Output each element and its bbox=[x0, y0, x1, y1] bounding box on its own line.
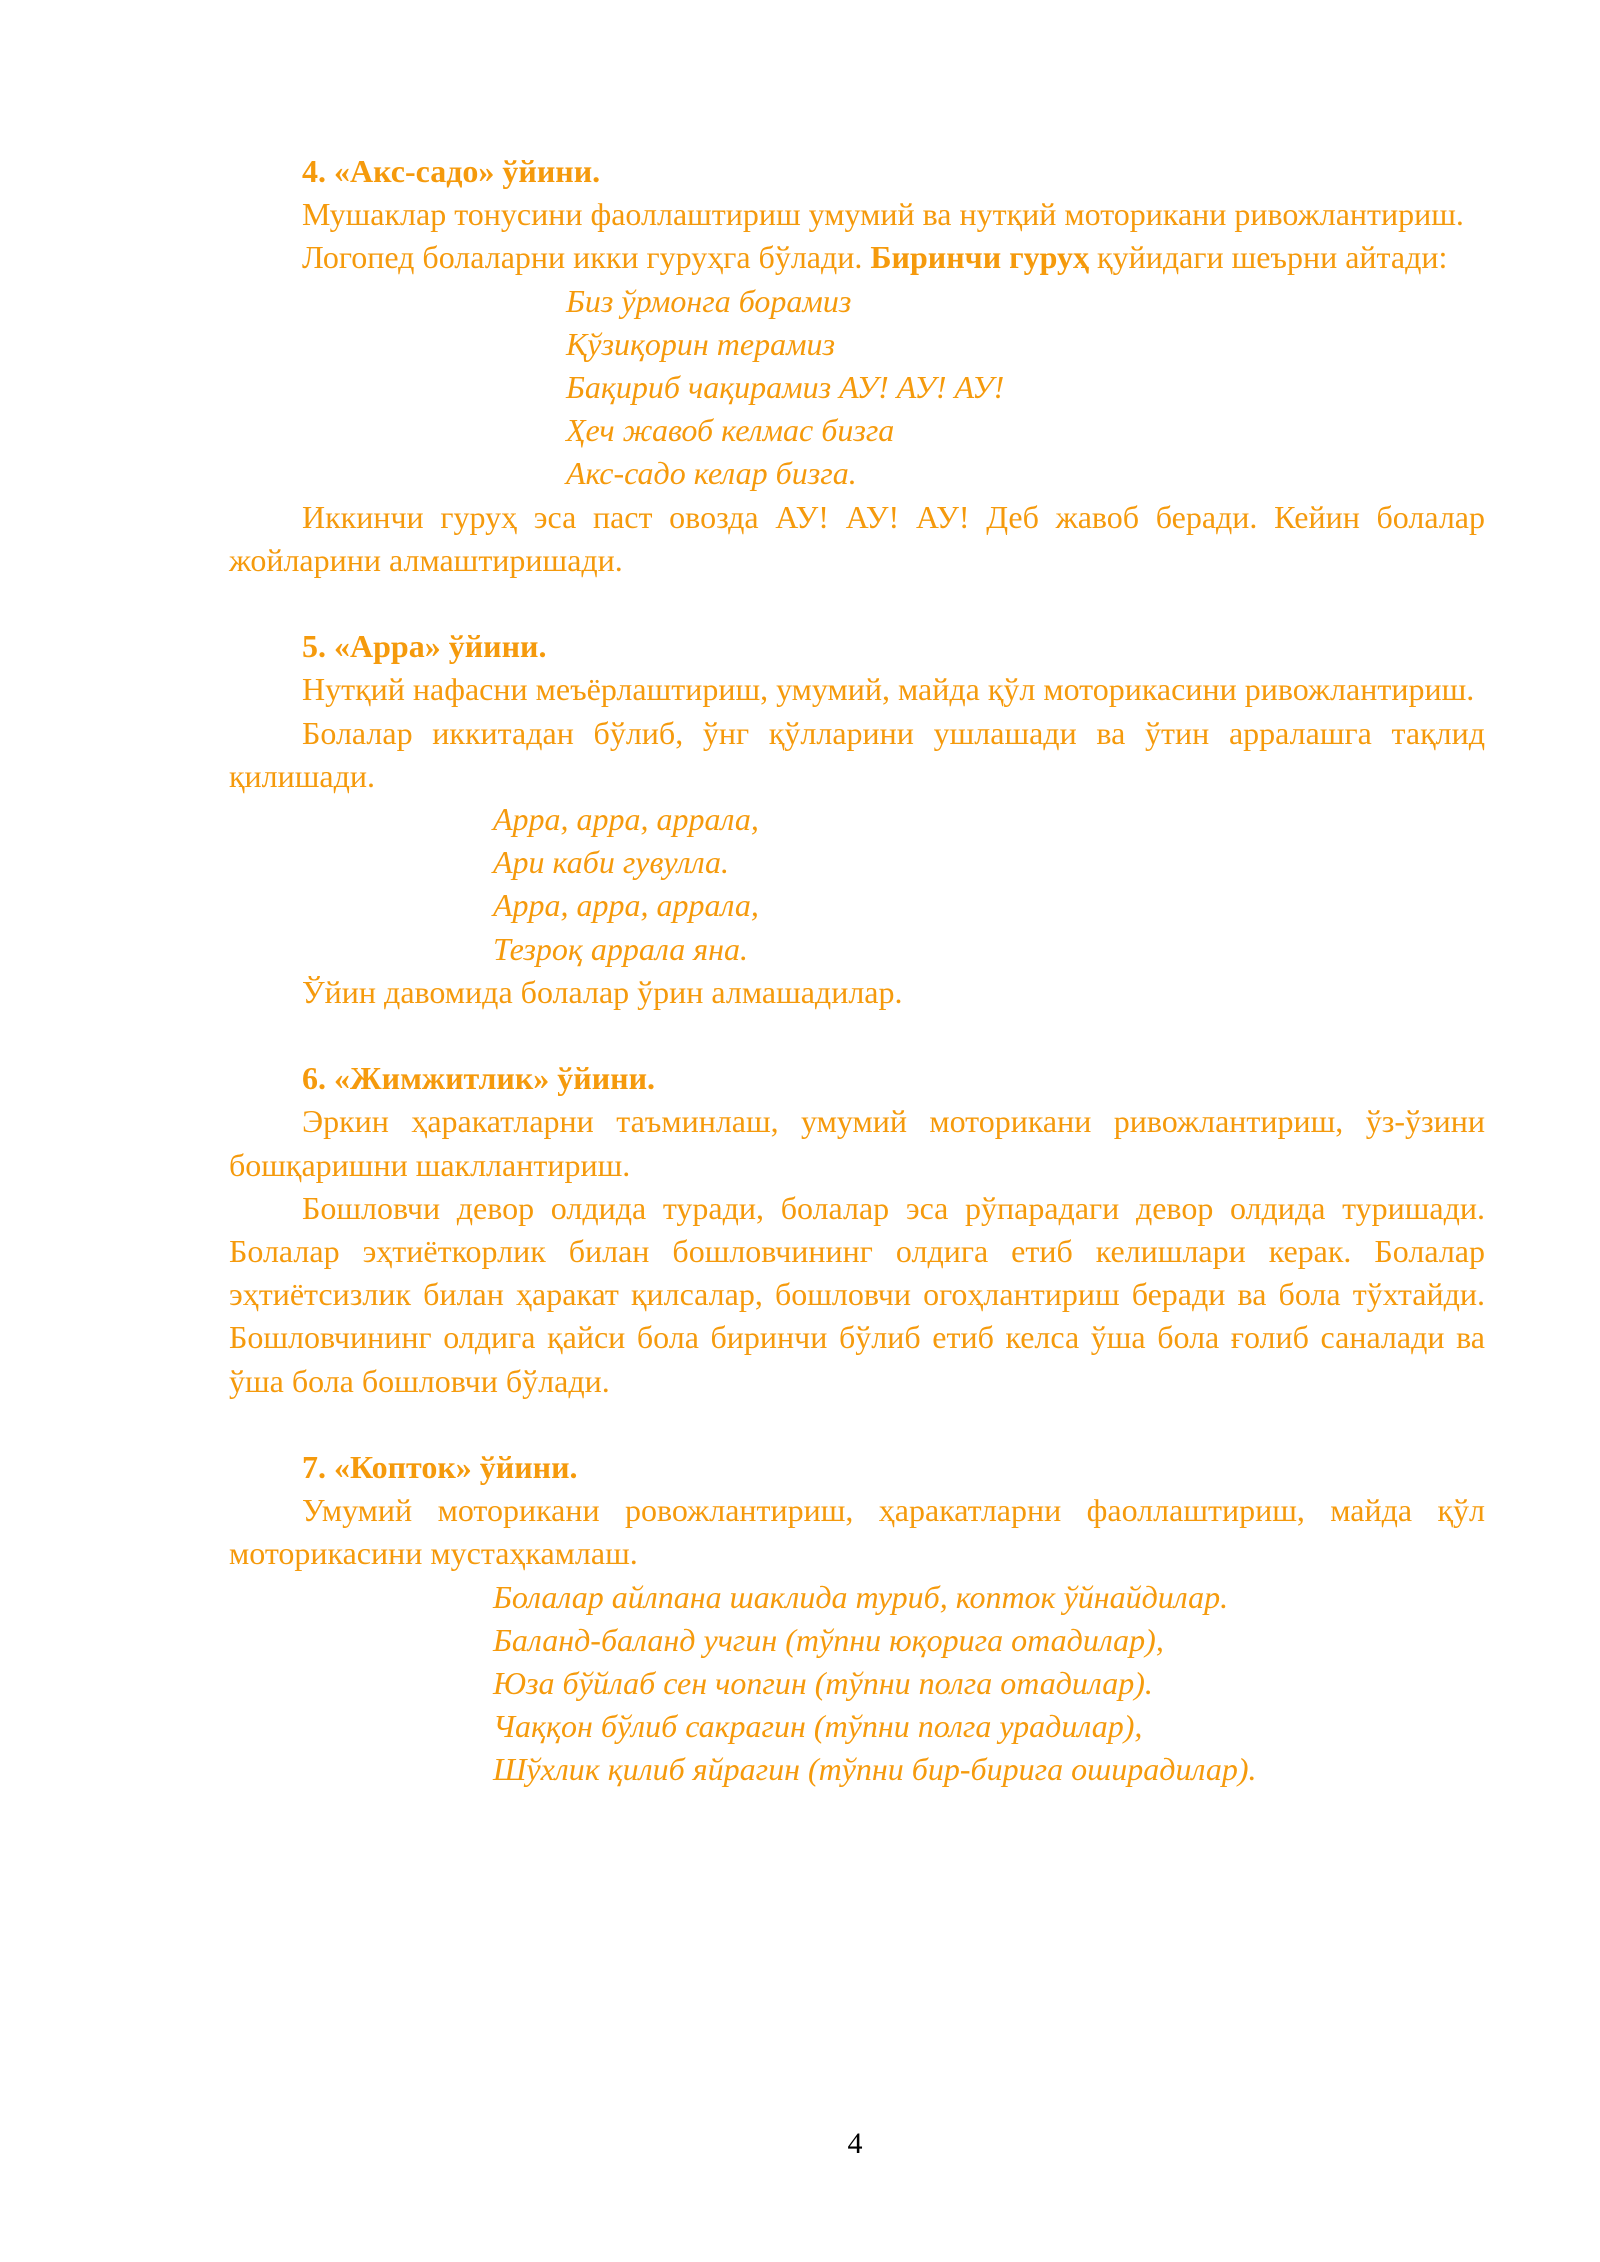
instruction-emphasis: Биринчи гуруҳ bbox=[870, 239, 1090, 276]
poem-line: Болалар айлпана шаклида туриб, копток ўйнайдилар. bbox=[493, 1578, 1229, 1615]
poem bbox=[229, 798, 1485, 971]
page-content bbox=[229, 150, 1485, 1792]
section-instruction: Болалар иккитадан бўлиб, ўнг қўлларини ушлашади ва ўтин арралашга тақлид қилишади. bbox=[229, 714, 1485, 794]
poem bbox=[229, 1576, 1485, 1792]
poem-line: Арра, арра, аррала, bbox=[493, 801, 759, 838]
poem-line: Акс-садо келар бизга. bbox=[566, 455, 857, 492]
section-heading: 7. «Копток» ўйини. bbox=[302, 1449, 578, 1486]
instruction-text-end: қуйидаги шеърни айтади: bbox=[1089, 239, 1448, 276]
poem-line: Бақириб чақирамиз АУ! АУ! АУ! bbox=[566, 369, 1005, 406]
game-section-koptok bbox=[229, 1446, 1485, 1792]
section-aim: Эркин ҳаракатларни таъминлаш, умумий моторикани ривожлантириш, ўз-ўзини бошқаришни шакллантириш. bbox=[229, 1103, 1485, 1183]
page-number: 4 bbox=[847, 2127, 863, 2160]
section-instruction bbox=[229, 236, 1485, 279]
section-heading: 4. «Акс-садо» ўйини. bbox=[302, 153, 601, 189]
poem-line: Тезроқ аррала яна. bbox=[493, 930, 748, 967]
poem-line: Биз ўрмонга борамиз bbox=[566, 282, 852, 319]
game-section-arra bbox=[229, 625, 1485, 1014]
poem-line: Баланд-баланд учгин (тўпни юқорига отадилар), bbox=[493, 1621, 1164, 1658]
poem-line: Қўзиқорин терамиз bbox=[566, 325, 835, 362]
poem-line: Шўхлик қилиб яйрагин (тўпни бир-бирига оширадилар). bbox=[493, 1751, 1257, 1788]
section-aim: Нутқий нафасни меъёрлаштириш, умумий, майда қўл моторикасини ривожлантириш. bbox=[302, 671, 1475, 708]
game-section-aks-sado bbox=[229, 150, 1485, 582]
poem-line: Арра, арра, аррала, bbox=[493, 887, 759, 924]
game-section-jimjitlik bbox=[229, 1057, 1485, 1403]
poem-line: Ҳеч жавоб келмас бизга bbox=[566, 412, 895, 449]
poem-line: Чаққон бўлиб сакрагин (тўпни полга урадилар), bbox=[493, 1708, 1143, 1745]
section-instruction: Бошловчи девор олдида туради, болалар эса рўпарадаги девор олдида туришади. Болалар эҳтиёткорлик билан бошловчининг олдига етиб келишлари керак. Болалар эҳтиётсизлик билан ҳаракат қилсалар, бошловчи огоҳлантириш беради ва бола тўхтайди. Бошловчининг олдига қайси бола биринчи бўлиб етиб келса ўша бола ғолиб саналади ва ўша бола бошловчи бўлади. bbox=[229, 1189, 1485, 1399]
instruction-text: Логопед болаларни икки гуруҳга бўлади. bbox=[302, 239, 871, 276]
section-heading: 5. «Арра» ўйини. bbox=[302, 628, 547, 665]
section-outro: Ўйин давомида болалар ўрин алмашадилар. bbox=[302, 973, 903, 1010]
section-aim: Мушаклар тонусини фаоллаштириш умумий ва нутқий моторикани ривожлантириш. bbox=[302, 196, 1464, 233]
poem-line: Юза бўйлаб сен чопгин (тўпни полга отадилар). bbox=[493, 1665, 1153, 1702]
section-heading: 6. «Жимжитлик» ўйини. bbox=[302, 1060, 656, 1097]
section-aim: Умумий моторикани ровожлантириш, ҳаракатларни фаоллаштириш, майда қўл моторикасини мустаҳкамлаш. bbox=[229, 1492, 1485, 1572]
poem bbox=[229, 280, 1485, 496]
poem-line: Ари каби гувулла. bbox=[493, 844, 730, 881]
section-outro: Иккинчи гуруҳ эса паст овозда АУ! АУ! АУ! Деб жавоб беради. Кейин болалар жойларини алмаштиришади. bbox=[229, 498, 1485, 578]
